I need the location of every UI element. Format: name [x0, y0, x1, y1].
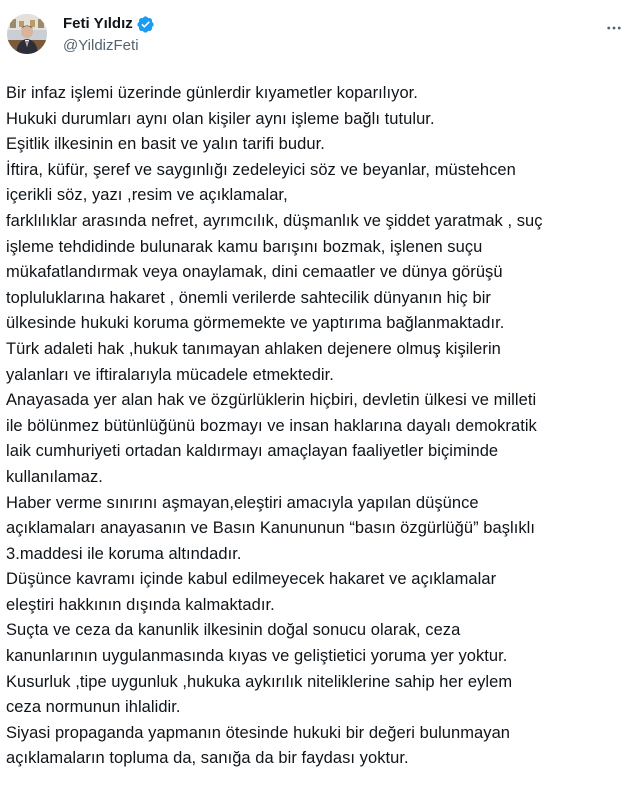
tweet-text-line: Düşünce kavramı içinde kabul edilmeyecek hakaret ve açıklamalar [6, 570, 497, 589]
tweet-text-line: Türk adaleti hak ,hukuk tanımayan ahlaken dejenere olmuş kişilerin [6, 339, 501, 358]
tweet-text-line: kullanılamaz. [6, 467, 103, 486]
tweet-text [6, 81, 634, 772]
tweet-text-line: kanunlarının uygulanmasında kıyas ve geliştietici yoruma yer yoktur. [6, 647, 508, 666]
tweet-text-line: İftira, küfür, şeref ve saygınlığı zedeleyici söz ve beyanlar, müstehcen [6, 160, 516, 179]
tweet-text-line: eleştiri hakkının dışında kalmaktadır. [6, 595, 275, 614]
display-name-row [63, 14, 155, 34]
tweet-text-line: Hukuki durumları aynı olan kişiler aynı işleme bağlı tutulur. [6, 109, 435, 128]
tweet-text-line: Bir infaz işlemi üzerinde günlerdir kıyametler koparılıyor. [6, 84, 418, 102]
verified-badge-icon[interactable] [136, 15, 155, 34]
tweet-header [6, 6, 634, 56]
author-block [63, 14, 155, 56]
profile-photo-icon [7, 14, 47, 54]
display-name[interactable]: Feti Yıldız [63, 15, 133, 32]
tweet-text-line: Suçta ve ceza da kanunlik ilkesinin doğal sonucu olarak, ceza [6, 621, 461, 640]
tweet-text-line: işleme tehdidinde bulunarak kamu barışını bozmak, işlenen suçu [6, 237, 483, 256]
tweet-text-line: açıklamaların topluma da, sanığa da bir faydası yoktur. [6, 749, 409, 768]
tweet-text-line: topluluklarına hakaret , önemli verilerde sahtecilik dünyanın hiç bir [6, 288, 491, 307]
tweet-text-line: Kusurluk ,tipe uygunluk ,hukuka aykırılık niteliklerine sahip her eylem [6, 672, 513, 691]
tweet-text-line: ile bölünmez bütünlüğünü bozmayı ve insan haklarına dayalı demokratik [6, 416, 537, 435]
tweet-text-line: mükafatlandırmak veya onaylamak, dini cemaatler ve dünya görüşü [6, 263, 503, 282]
tweet-text-line: Haber verme sınırını aşmayan,eleştiri amacıyla yapılan düşünce [6, 493, 479, 512]
avatar[interactable] [7, 14, 47, 54]
tweet-text-line: yalanları ve iftiralarıyla mücadele etmektedir. [6, 365, 334, 384]
more-horizontal-icon [605, 19, 623, 37]
handle[interactable]: @YildizFeti [63, 37, 139, 54]
tweet-text-line: ülkesinde hukuki koruma görmemekte ve yaptırıma bağlanmaktadır. [6, 314, 505, 333]
tweet-text-line: laik cumhuriyeti ortadan kaldırmayı amaçlayan faaliyetler biçiminde [6, 442, 499, 461]
tweet-text-line: farklılıklar arasında nefret, ayrımcılık, düşmanlık ve şiddet yaratmak , suç [6, 211, 543, 230]
tweet-text-line: Eşitlik ilkesinin en basit ve yalın tarifi budur. [6, 135, 325, 154]
tweet-text-line: 3.maddesi ile koruma altındadır. [6, 544, 242, 563]
tweet-text-line: Anayasada yer alan hak ve özgürlüklerin hiçbiri, devletin ülkesi ve milleti [6, 391, 537, 410]
tweet-text-line: açıklamaları anayasanın ve Basın Kanununun “basın özgürlüğü” başlıklı [6, 519, 536, 538]
tweet-text-line: içerikli söz, yazı ,resim ve açıklamalar, [6, 186, 288, 205]
tweet-text-line: ceza normunun ihlalidir. [6, 698, 181, 717]
more-options-button[interactable] [604, 18, 624, 38]
tweet-text-line: Siyasi propaganda yapmanın ötesinde hukuki bir değeri bulunmayan [6, 723, 511, 742]
